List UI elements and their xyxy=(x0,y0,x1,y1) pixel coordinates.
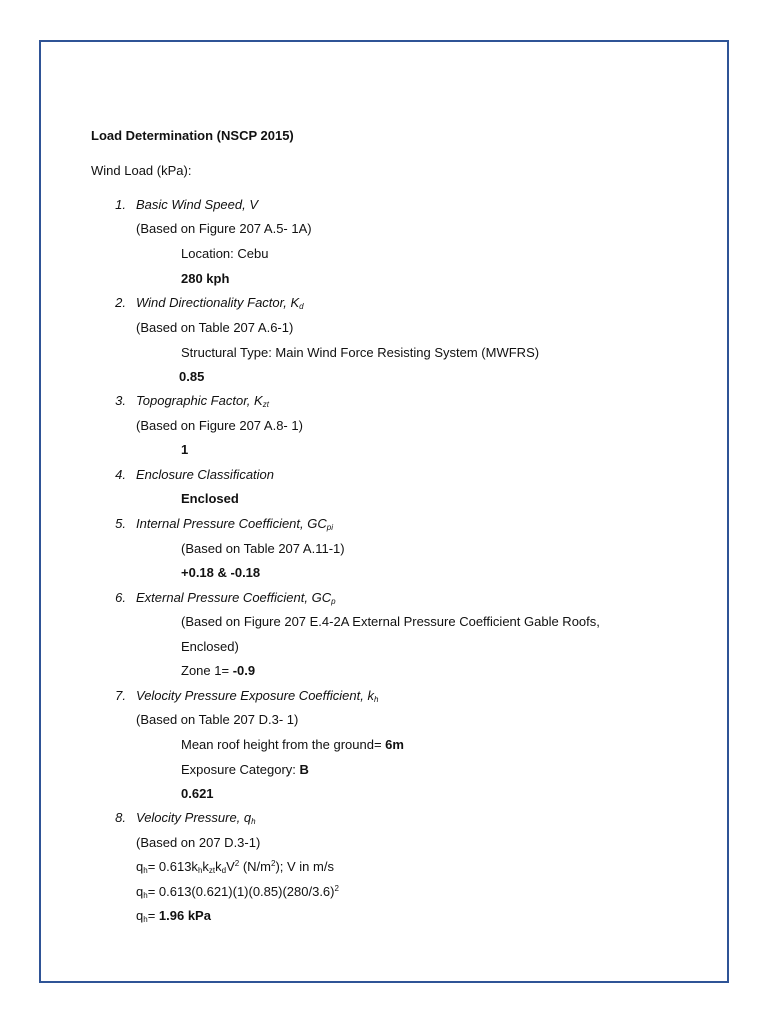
item-5-title: Internal Pressure Coefficient, $GC_{pi}$ xyxy=(136,516,333,532)
item-8-result: $q_h= 1.96$ kPa xyxy=(136,908,211,924)
item-7-value: 0.621 xyxy=(181,786,214,801)
item-1-number: 1. xyxy=(115,197,126,212)
item-7-title: Velocity Pressure Exposure Coefficient, $k_h$ xyxy=(136,688,379,704)
item-4-value: Enclosed xyxy=(181,491,239,506)
item-5-value: +0.18 & -0.18 xyxy=(181,565,261,580)
item-8-equation-2: $q_h= 0.613(0.621)(1)(0.85)(280/3.6)^2$ xyxy=(136,884,339,900)
item-1-location: Location: Cebu xyxy=(181,246,269,261)
item-7-basis: (Based on Table 207 D.3- 1) xyxy=(136,712,299,727)
item-7-exposure-category: Exposure Category: B xyxy=(181,762,309,777)
item-6-title: External Pressure Coefficient, $GC_p$ xyxy=(136,590,336,606)
item-2-value: 0.85 xyxy=(179,369,205,384)
item-8-number: 8. xyxy=(115,810,126,825)
item-3-value: 1 xyxy=(181,442,189,457)
item-1-value: 280 kph xyxy=(181,271,230,286)
item-3-number: 3. xyxy=(115,393,126,408)
item-5-number: 5. xyxy=(115,516,126,531)
item-2-title: Wind Directionality Factor, $K_d$ xyxy=(136,295,304,311)
item-4-number: 4. xyxy=(115,467,126,482)
item-3-basis: (Based on Figure 207 A.8- 1) xyxy=(136,418,303,433)
item-2-number: 2. xyxy=(115,295,126,310)
item-2-basis: (Based on Table 207 A.6-1) xyxy=(136,320,294,335)
item-1-title: Basic Wind Speed, V xyxy=(136,197,259,212)
item-6-basis-line-2: Enclosed) xyxy=(181,639,239,654)
item-6-number: 6. xyxy=(115,590,126,605)
wind-load-label: Wind Load (kPa): xyxy=(91,163,192,178)
item-8-title: Velocity Pressure, $q_h$ xyxy=(136,810,256,826)
item-6-basis-line-1: (Based on Figure 207 E.4-2A External Pressure Coefficient Gable Roofs, xyxy=(181,614,600,629)
item-7-number: 7. xyxy=(115,688,126,703)
item-7-mean-roof-height: Mean roof height from the ground= 6m xyxy=(181,737,404,752)
document-heading: Load Determination (NSCP 2015) xyxy=(91,128,294,143)
item-4-title: Enclosure Classification xyxy=(136,467,275,482)
item-8-basis: (Based on 207 D.3-1) xyxy=(136,835,261,850)
item-8-equation-1: $q_h= 0.613k_hk_{zt}k_dV^2$ $(N/m^2)$; V in m/s xyxy=(136,859,334,875)
item-1-basis: (Based on Figure 207 A.5- 1A) xyxy=(136,221,312,236)
item-2-structural-type: Structural Type: Main Wind Force Resisting System (MWFRS) xyxy=(181,345,540,360)
item-3-title: Topographic Factor, $K_{zt}$ xyxy=(136,393,269,409)
item-5-basis: (Based on Table 207 A.11-1) xyxy=(181,541,345,556)
item-6-zone: Zone 1= -0.9 xyxy=(181,663,256,678)
